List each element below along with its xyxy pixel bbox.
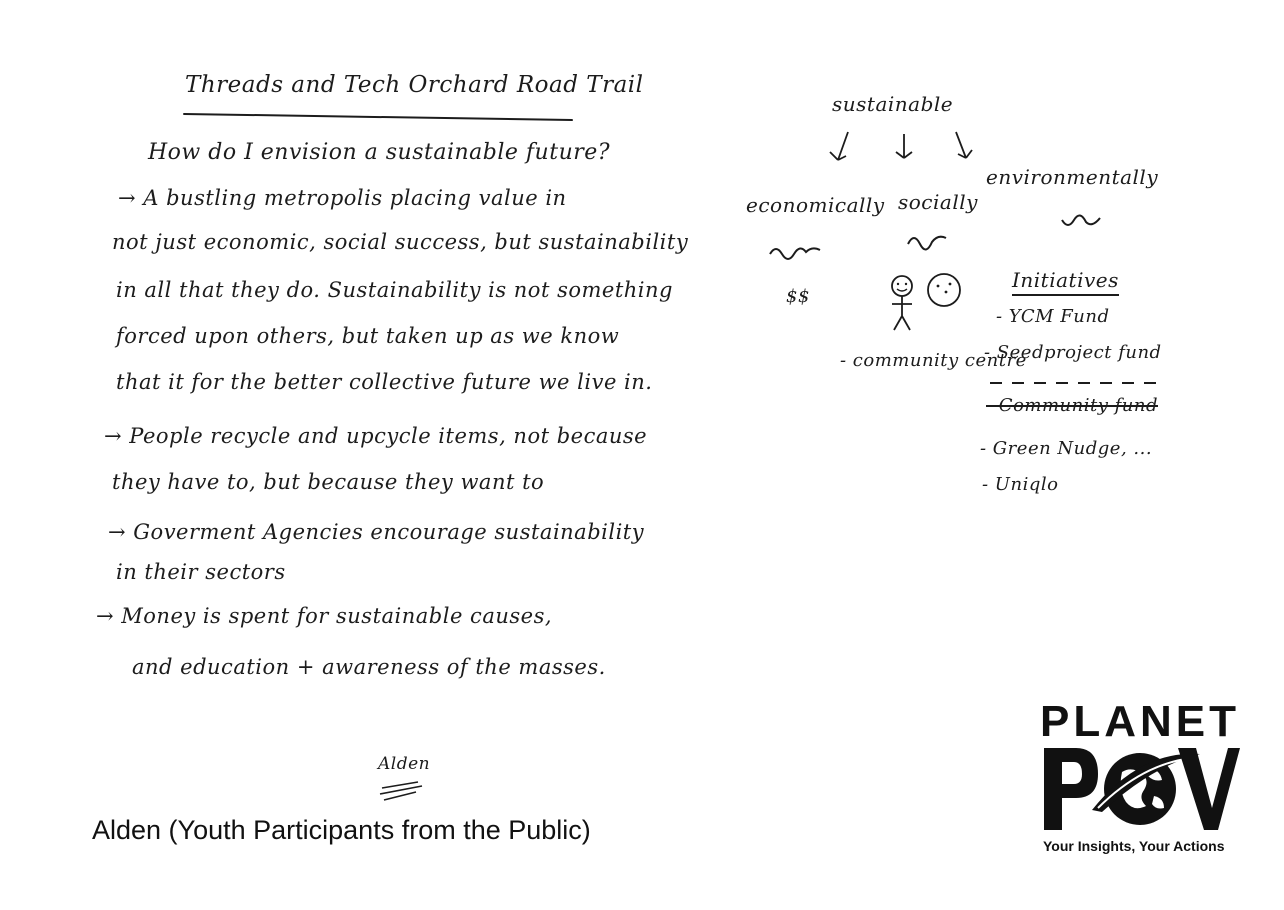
title-underline bbox=[183, 113, 573, 121]
note-line: and education + awareness of the masses. bbox=[132, 655, 606, 679]
dashed-line bbox=[990, 382, 1160, 384]
signature: Alden bbox=[378, 754, 431, 774]
initiative-item-struck: - Community fund bbox=[986, 395, 1158, 416]
initiative-item: - YCM Fund bbox=[996, 306, 1110, 327]
mindmap-branch-social: socially bbox=[898, 190, 978, 214]
squiggle-economic bbox=[768, 242, 828, 264]
caption: Alden (Youth Participants from the Public) bbox=[92, 815, 591, 845]
note-line: in all that they do. Sustainability is not something bbox=[116, 278, 673, 302]
note-line: → Money is spent for sustainable causes, bbox=[96, 604, 553, 628]
squiggle-environmental bbox=[1060, 210, 1110, 232]
logo-pov-graphic bbox=[1042, 746, 1240, 832]
note-line: not just economic, social success, but sustainability bbox=[112, 230, 689, 254]
note-line: in their sectors bbox=[116, 560, 286, 584]
initiatives-heading: Initiatives bbox=[1012, 268, 1119, 296]
mindmap-branch-economic: economically bbox=[746, 193, 885, 217]
initiative-item: - Seedproject fund bbox=[984, 342, 1162, 363]
note-line: → Goverment Agencies encourage sustainability bbox=[108, 520, 645, 544]
social-community-note: - community centre bbox=[840, 350, 1027, 371]
note-line: that it for the better collective future we live in. bbox=[116, 370, 653, 394]
squiggle-social bbox=[906, 230, 956, 252]
note-line: → A bustling metropolis placing value in bbox=[118, 186, 567, 210]
planet-pov-logo bbox=[1040, 697, 1240, 860]
note-line: forced upon others, but taken up as we know bbox=[116, 324, 620, 348]
economic-money-note: $$ bbox=[786, 286, 810, 307]
mindmap-arrows bbox=[820, 128, 990, 168]
initiative-item: - Green Nudge, ... bbox=[980, 438, 1153, 459]
note-title: Threads and Tech Orchard Road Trail bbox=[185, 72, 644, 98]
signature-underline-scribble bbox=[378, 780, 428, 804]
logo-tagline: Your Insights, Your Actions bbox=[1043, 838, 1225, 854]
mindmap-root: sustainable bbox=[832, 92, 954, 116]
note-line: → People recycle and upcycle items, not because bbox=[104, 424, 648, 448]
initiatives-heading-wrap bbox=[1012, 268, 1119, 292]
note-question: How do I envision a sustainable future? bbox=[148, 140, 611, 165]
mindmap-branch-environmental: environmentally bbox=[986, 165, 1159, 189]
initiative-item: - Uniqlo bbox=[982, 474, 1059, 495]
logo-top-word: PLANET bbox=[1040, 697, 1240, 746]
person-icon bbox=[884, 272, 968, 336]
note-line: they have to, but because they want to bbox=[112, 470, 545, 494]
